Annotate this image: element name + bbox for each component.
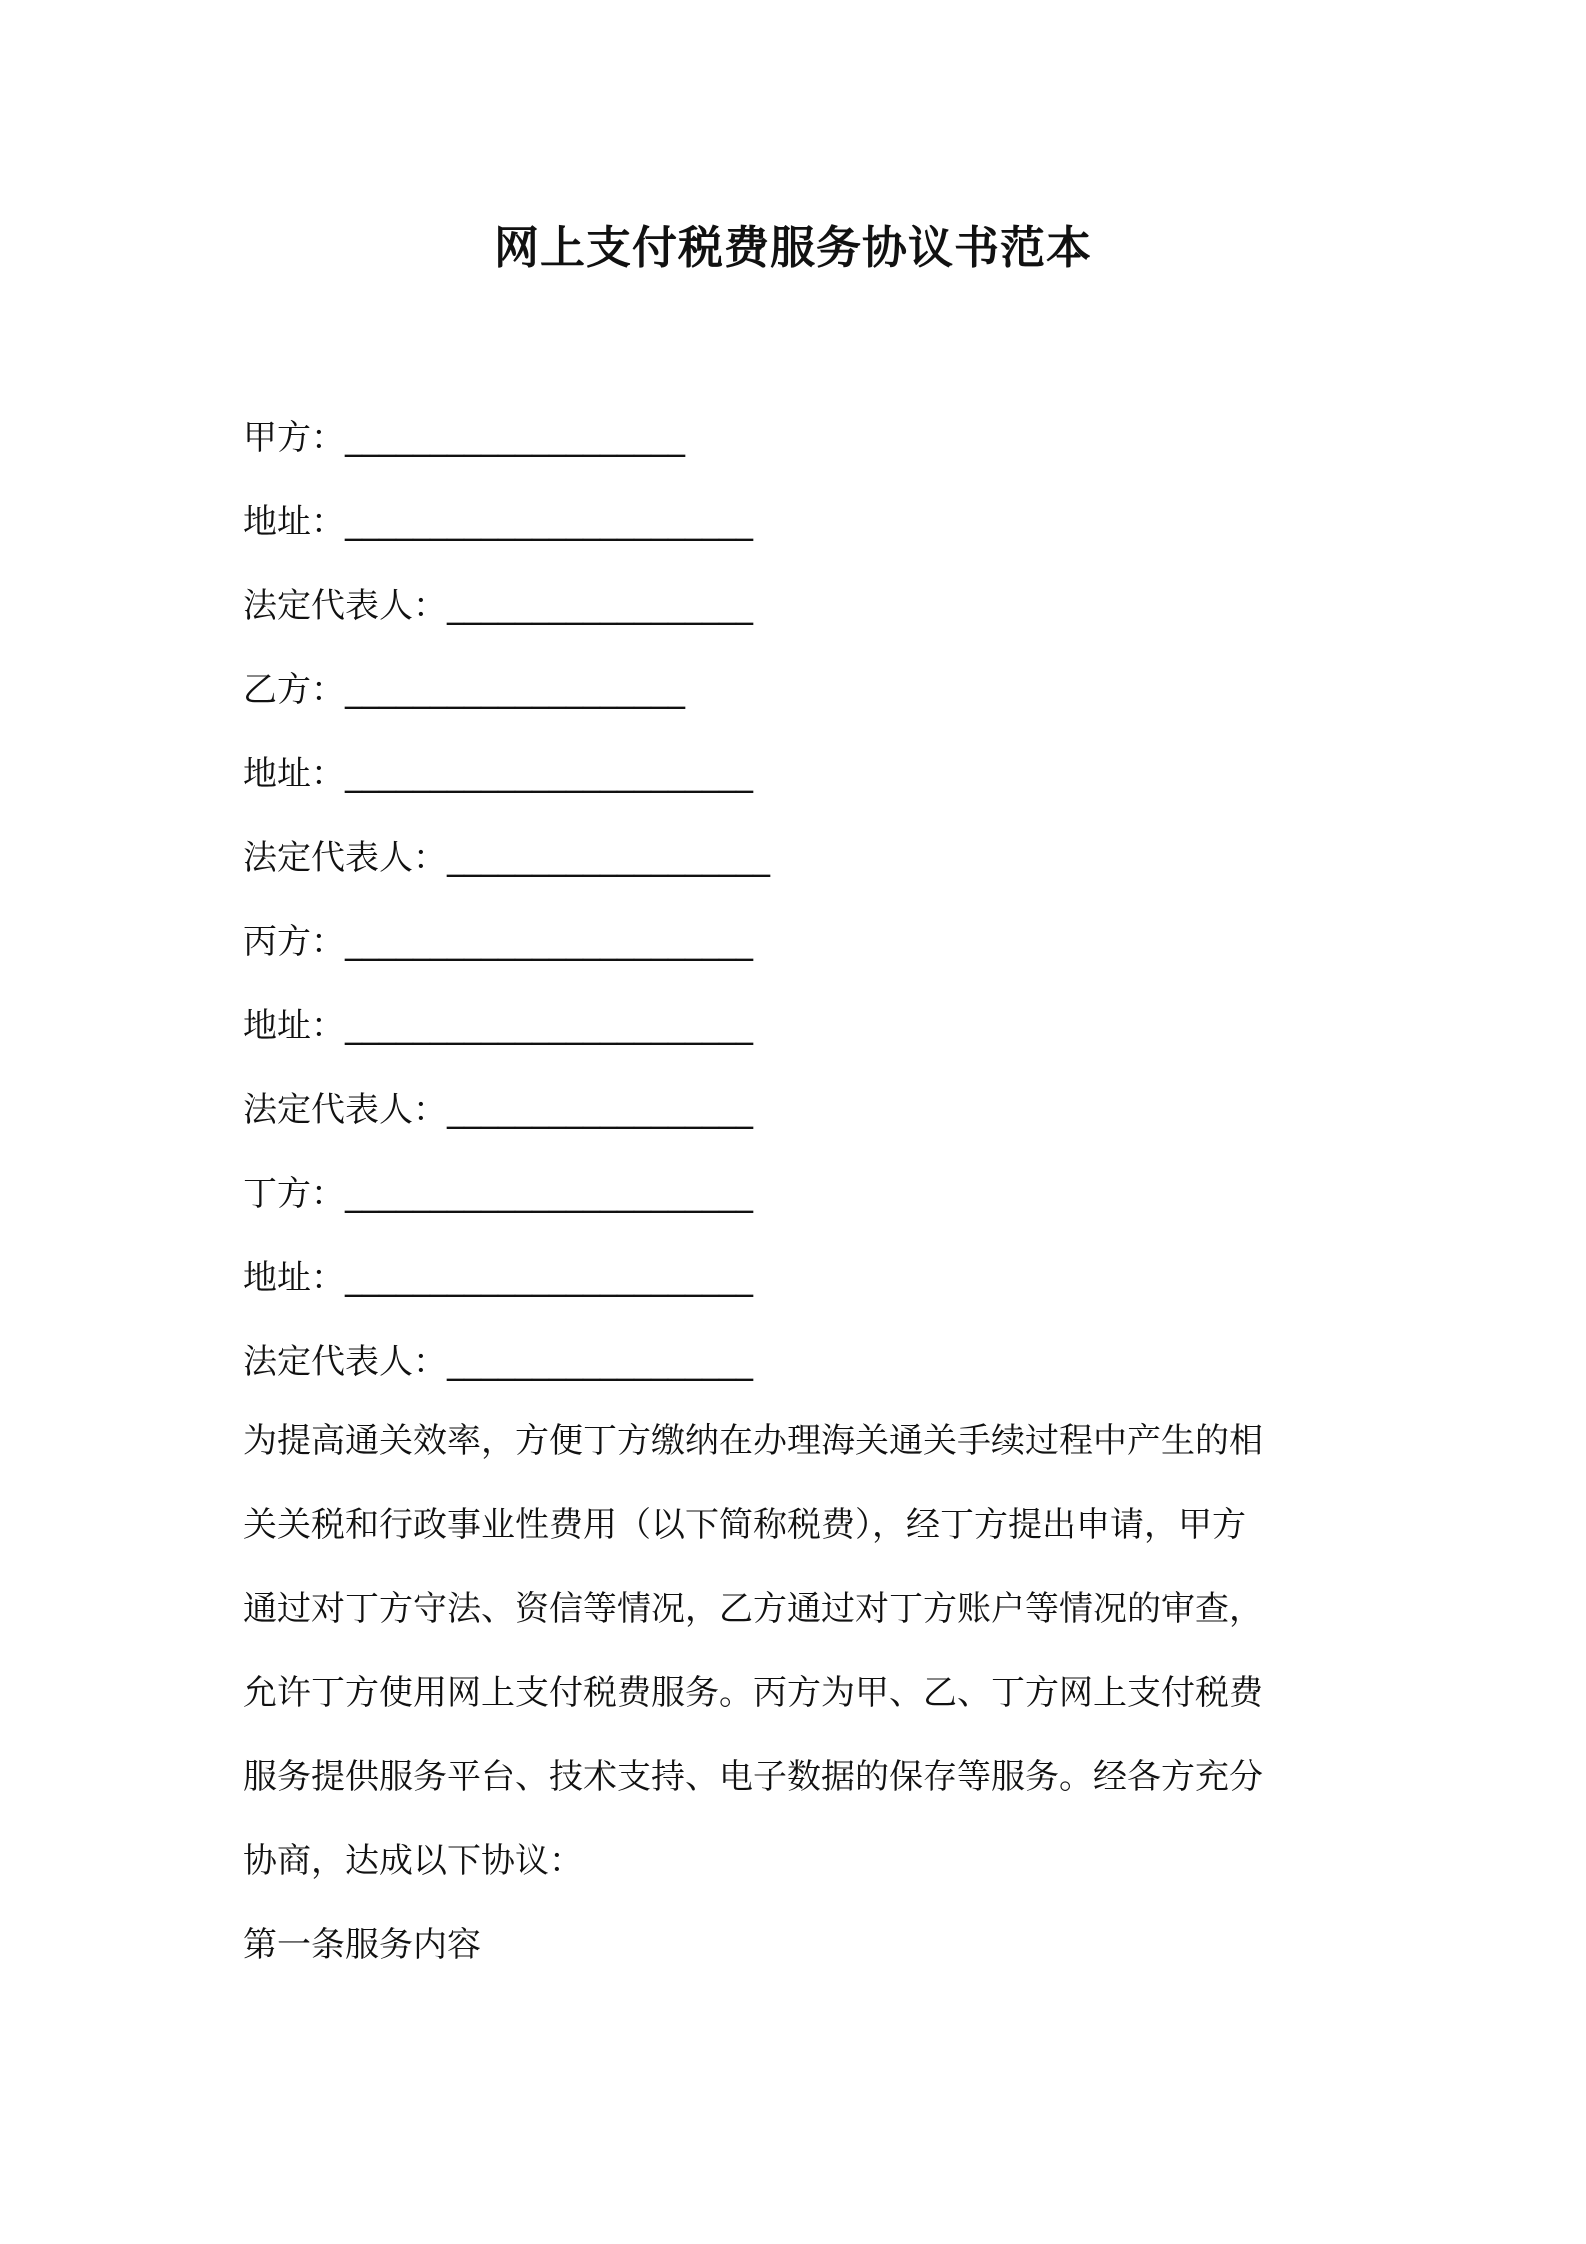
party-c-representative-line: 法定代表人：__________________	[243, 1090, 753, 1130]
party-info-list	[243, 408, 1363, 1416]
paragraph-line: 允许丁方使用网上支付税费服务。丙方为甲、乙、丁方网上支付税费	[243, 1673, 1263, 1713]
paragraph-line: 为提高通关效率，方便丁方缴纳在办理海关通关手续过程中产生的相	[243, 1421, 1263, 1461]
paragraph-line: 协商，达成以下协议：	[243, 1841, 583, 1881]
party-d-address-line: 地址：________________________	[243, 1258, 753, 1298]
section-heading: 第一条服务内容	[243, 1925, 481, 1965]
party-a-name-line: 甲方：____________________	[243, 418, 685, 458]
party-d-name-line: 丁方：________________________	[243, 1174, 753, 1214]
party-a-address-line: 地址：________________________	[243, 502, 753, 542]
party-d-representative-line: 法定代表人：__________________	[243, 1342, 753, 1382]
party-b-representative-line: 法定代表人：___________________	[243, 838, 770, 878]
party-c-name-line: 丙方：________________________	[243, 922, 753, 962]
party-b-address-line: 地址：________________________	[243, 754, 753, 794]
paragraph-line: 服务提供服务平台、技术支持、电子数据的保存等服务。经各方充分	[243, 1757, 1263, 1797]
party-a-representative-line: 法定代表人：__________________	[243, 586, 753, 626]
document-title: 网上支付税费服务协议书范本	[493, 221, 1092, 274]
paragraph-line: 关关税和行政事业性费用（以下简称税费），经丁方提出申请，甲方	[243, 1505, 1246, 1545]
party-b-name-line: 乙方：____________________	[243, 670, 685, 710]
paragraph-line: 通过对丁方守法、资信等情况，乙方通过对丁方账户等情况的审查，	[243, 1589, 1263, 1629]
intro-paragraph	[243, 1411, 1363, 1999]
party-c-address-line: 地址：________________________	[243, 1006, 753, 1046]
